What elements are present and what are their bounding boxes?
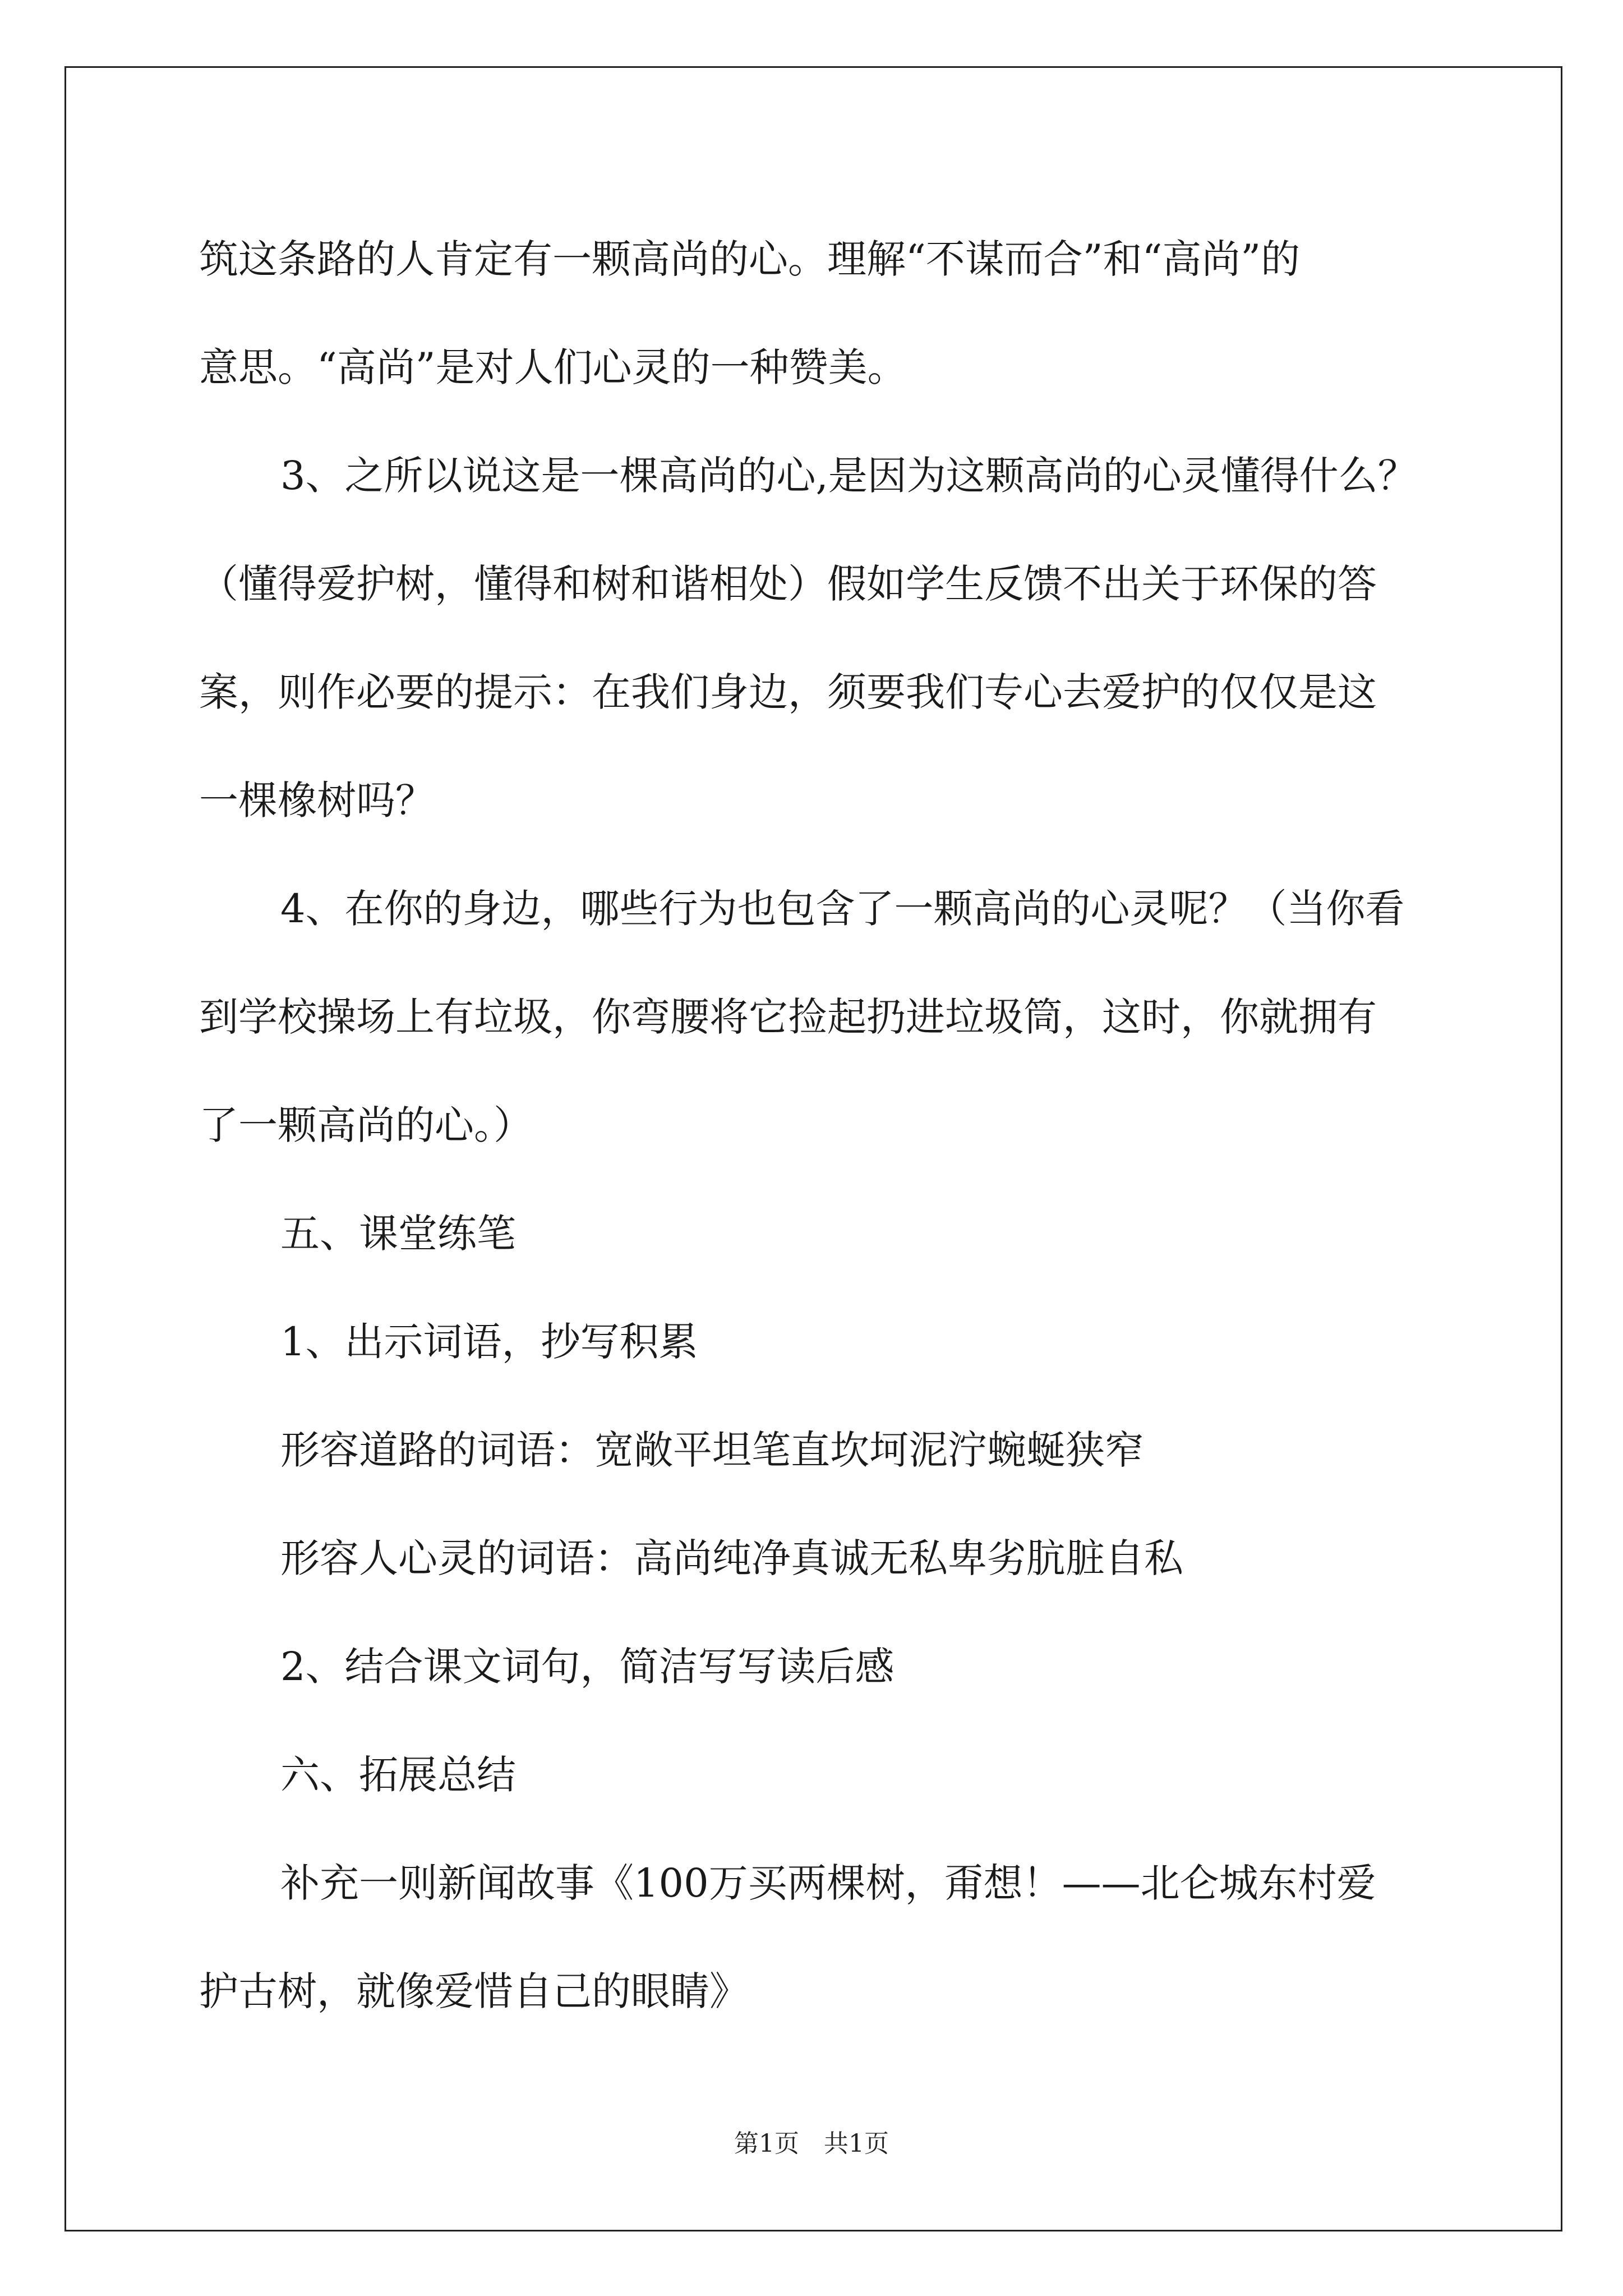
text-line: 案，则作必要的提示：在我们身边，须要我们专心去爱护的仅仅是这 [199, 669, 1377, 715]
section-heading: 六、拓展总结 [280, 1752, 516, 1798]
text-line: 1、出示词语，抄写积累 [280, 1319, 698, 1365]
text-line: 了一颗高尚的心。） [199, 1102, 533, 1148]
section-heading: 五、课堂练笔 [280, 1211, 516, 1257]
text-line: 3、之所以说这是一棵高尚的心,是因为这颗高尚的心灵懂得什么？ [280, 453, 1417, 499]
text-line: 形容人心灵的词语：高尚纯净真诚无私卑劣肮脏自私 [280, 1535, 1183, 1581]
text-line: （懂得爱护树，懂得和树和谐相处）假如学生反馈不出关于环保的答 [199, 561, 1377, 607]
text-line: 到学校操场上有垃圾，你弯腰将它捡起扔进垃圾筒，这时，你就拥有 [199, 994, 1377, 1040]
text-line: 意思。“高尚”是对人们心灵的一种赞美。 [199, 344, 907, 390]
page-footer: 第1页 共1页 [734, 2129, 889, 2158]
text-line: 形容道路的词语：宽敞平坦笔直坎坷泥泞蜿蜒狭窄 [280, 1427, 1144, 1473]
text-line: 筑这条路的人肯定有一颗高尚的心。理解“不谋而合”和“高尚”的 [199, 236, 1301, 282]
text-line: 补充一则新闻故事《100万买两棵树，甭想！——北仑城东村爱 [280, 1860, 1376, 1906]
text-line: 2、结合课文词句，简洁写写读后感 [280, 1644, 895, 1690]
text-line: 一棵橡树吗？ [199, 777, 435, 823]
text-line: 4、在你的身边，哪些行为也包含了一颗高尚的心灵呢？（当你看 [280, 886, 1405, 932]
text-line: 护古树，就像爱惜自己的眼睛》 [199, 1968, 749, 2014]
